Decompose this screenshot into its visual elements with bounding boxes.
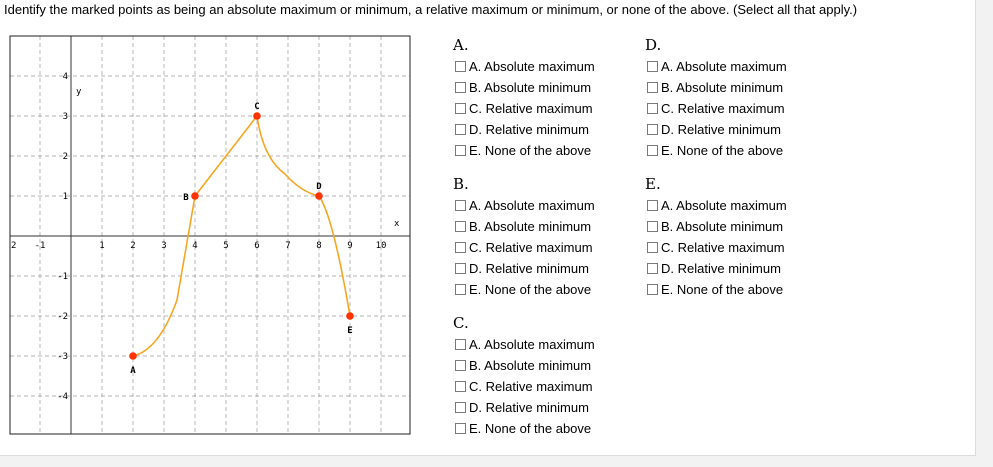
option-label: D. Relative minimum bbox=[661, 121, 781, 137]
instruction-text: Identify the marked points as being an absolute maximum or minimum, a relative maximum or minimum, or none of the above. (Select all that apply.) bbox=[4, 2, 858, 17]
question-e-heading: E. bbox=[645, 175, 661, 193]
question-e-option-3[interactable] bbox=[647, 238, 785, 256]
question-e-option-4[interactable] bbox=[647, 259, 781, 277]
checkbox[interactable] bbox=[455, 221, 466, 232]
point-a-marker bbox=[129, 352, 137, 360]
checkbox[interactable] bbox=[455, 82, 466, 93]
y-tick-label: -2 bbox=[57, 312, 68, 322]
option-label: A. Absolute maximum bbox=[661, 58, 787, 74]
option-label: E. None of the above bbox=[469, 281, 592, 297]
option-label: C. Relative maximum bbox=[469, 100, 593, 116]
question-d-heading: D. bbox=[645, 36, 662, 54]
tick-labels bbox=[11, 72, 386, 402]
x-tick-label: 1 bbox=[99, 241, 105, 251]
checkbox[interactable] bbox=[455, 423, 466, 434]
question-c-option-4[interactable] bbox=[455, 398, 589, 416]
checkbox[interactable] bbox=[455, 402, 466, 413]
checkbox[interactable] bbox=[455, 339, 466, 350]
question-b-option-1[interactable] bbox=[455, 196, 595, 214]
option-label: C. Relative maximum bbox=[661, 100, 785, 116]
question-a-option-2[interactable] bbox=[455, 78, 591, 96]
checkbox[interactable] bbox=[647, 82, 658, 93]
panel-bottom bbox=[0, 455, 976, 467]
point-b-label: B bbox=[183, 193, 189, 203]
option-label: E. None of the above bbox=[661, 281, 784, 297]
option-label: B. Absolute minimum bbox=[661, 79, 784, 95]
x-tick-label: 10 bbox=[375, 241, 387, 251]
x-tick-label: 9 bbox=[347, 241, 353, 251]
y-tick-label: 3 bbox=[62, 112, 68, 122]
question-a-option-3[interactable] bbox=[455, 99, 593, 117]
x-tick-label: 7 bbox=[285, 241, 291, 251]
checkbox[interactable] bbox=[647, 145, 658, 156]
checkbox[interactable] bbox=[455, 381, 466, 392]
question-b-option-5[interactable] bbox=[455, 280, 591, 298]
option-label: D. Relative minimum bbox=[469, 121, 589, 137]
checkbox[interactable] bbox=[647, 242, 658, 253]
checkbox[interactable] bbox=[647, 200, 658, 211]
checkbox[interactable] bbox=[455, 284, 466, 295]
option-label: D. Relative minimum bbox=[469, 399, 589, 415]
option-label: A. Absolute maximum bbox=[469, 197, 595, 213]
question-d-option-2[interactable] bbox=[647, 78, 783, 96]
x-tick-label: 2 bbox=[11, 241, 17, 251]
question-c-option-3[interactable] bbox=[455, 377, 593, 395]
option-label: A. Absolute maximum bbox=[469, 336, 595, 352]
point-c-marker bbox=[253, 112, 261, 120]
checkbox[interactable] bbox=[647, 284, 658, 295]
point-e-label: E bbox=[347, 326, 353, 336]
checkbox[interactable] bbox=[647, 124, 658, 135]
option-label: B. Absolute minimum bbox=[469, 357, 592, 373]
question-a-heading: A. bbox=[453, 36, 469, 54]
question-c-option-5[interactable] bbox=[455, 419, 591, 437]
point-e-marker bbox=[346, 312, 354, 320]
y-tick-label: 2 bbox=[62, 152, 68, 162]
x-tick-label: 4 bbox=[192, 241, 198, 251]
option-label: B. Absolute minimum bbox=[469, 218, 592, 234]
option-label: C. Relative maximum bbox=[661, 239, 785, 255]
question-d-option-3[interactable] bbox=[647, 99, 785, 117]
question-c-option-1[interactable] bbox=[455, 335, 595, 353]
question-a-option-5[interactable] bbox=[455, 141, 591, 159]
marked-points bbox=[129, 102, 354, 376]
checkbox[interactable] bbox=[455, 103, 466, 114]
question-e-option-2[interactable] bbox=[647, 217, 783, 235]
x-tick-label: 3 bbox=[161, 241, 167, 251]
point-b-marker bbox=[191, 192, 199, 200]
option-label: B. Absolute minimum bbox=[469, 79, 592, 95]
point-c-label: C bbox=[254, 102, 260, 112]
checkbox[interactable] bbox=[647, 263, 658, 274]
question-d-option-1[interactable] bbox=[647, 57, 787, 75]
x-tick-label: -1 bbox=[34, 241, 46, 251]
checkbox[interactable] bbox=[455, 242, 466, 253]
point-d-label: D bbox=[316, 182, 322, 192]
checkbox[interactable] bbox=[455, 124, 466, 135]
question-d-option-4[interactable] bbox=[647, 120, 781, 138]
question-e-option-1[interactable] bbox=[647, 196, 787, 214]
grid bbox=[10, 36, 410, 434]
option-label: A. Absolute maximum bbox=[661, 197, 787, 213]
checkbox[interactable] bbox=[647, 61, 658, 72]
question-e-option-5[interactable] bbox=[647, 280, 783, 298]
question-b-heading: B. bbox=[453, 175, 469, 193]
x-tick-label: 8 bbox=[316, 241, 322, 251]
checkbox[interactable] bbox=[455, 145, 466, 156]
y-tick-label: 1 bbox=[62, 192, 68, 202]
question-c-heading: C. bbox=[453, 314, 469, 332]
point-d-marker bbox=[315, 192, 323, 200]
checkbox[interactable] bbox=[455, 200, 466, 211]
question-a-option-1[interactable] bbox=[455, 57, 595, 75]
question-b-option-4[interactable] bbox=[455, 259, 589, 277]
question-a-option-4[interactable] bbox=[455, 120, 589, 138]
checkbox[interactable] bbox=[647, 103, 658, 114]
x-tick-label: 5 bbox=[223, 241, 229, 251]
y-tick-label: -1 bbox=[57, 272, 68, 282]
option-label: B. Absolute minimum bbox=[661, 218, 784, 234]
checkbox[interactable] bbox=[455, 263, 466, 274]
checkbox[interactable] bbox=[455, 61, 466, 72]
option-label: D. Relative minimum bbox=[469, 260, 589, 276]
y-tick-label: 4 bbox=[62, 72, 68, 82]
function-graph bbox=[0, 0, 420, 440]
question-b-option-3[interactable] bbox=[455, 238, 593, 256]
question-c-option-2[interactable] bbox=[455, 356, 591, 374]
y-tick-label: -3 bbox=[57, 352, 68, 362]
option-label: E. None of the above bbox=[469, 142, 592, 158]
point-a-label: A bbox=[130, 366, 136, 376]
checkbox[interactable] bbox=[647, 221, 658, 232]
option-label: D. Relative minimum bbox=[661, 260, 781, 276]
x-tick-label: 2 bbox=[130, 241, 136, 251]
x-tick-label: 6 bbox=[254, 241, 260, 251]
panel-edge bbox=[975, 0, 993, 467]
option-label: E. None of the above bbox=[469, 420, 592, 436]
option-label: C. Relative maximum bbox=[469, 239, 593, 255]
question-d-option-5[interactable] bbox=[647, 141, 783, 159]
x-axis-label: x bbox=[394, 219, 400, 229]
option-label: C. Relative maximum bbox=[469, 378, 593, 394]
checkbox[interactable] bbox=[455, 360, 466, 371]
y-axis-label: y bbox=[76, 87, 82, 97]
option-label: A. Absolute maximum bbox=[469, 58, 595, 74]
y-tick-label: -4 bbox=[57, 392, 68, 402]
question-b-option-2[interactable] bbox=[455, 217, 591, 235]
option-label: E. None of the above bbox=[661, 142, 784, 158]
